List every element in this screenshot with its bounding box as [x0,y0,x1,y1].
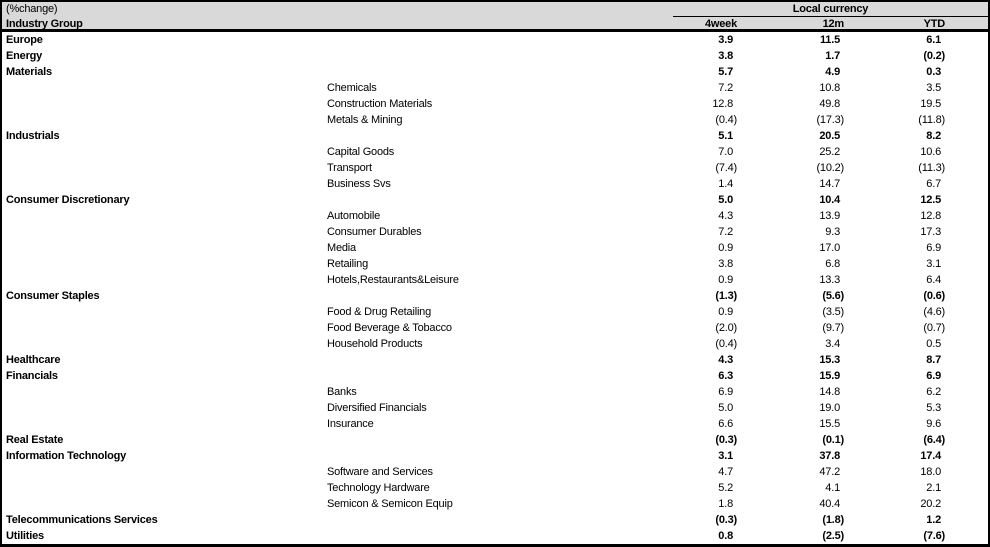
value-cell-4week: (0.3) [715,434,737,446]
value-cell-ytd: 1.2 [926,514,941,526]
value-cell-4week: 5.2 [718,482,733,494]
value-cell-ytd: 20.2 [920,498,941,510]
value-cell-4week: 6.3 [718,370,733,382]
industry-group-cell: Europe [6,34,43,46]
value-cell-12m: 4.1 [825,482,840,494]
value-cell-ytd: 18.0 [920,466,941,478]
table-row [2,480,988,496]
table-row [2,144,988,160]
value-cell-ytd: (4.6) [923,306,945,318]
value-cell-4week: 4.3 [718,354,733,366]
value-cell-12m: 10.4 [819,194,840,206]
value-cell-12m: 4.9 [825,66,840,78]
sub-industry-cell: Food Beverage & Tobacco [327,322,452,334]
sub-industry-cell: Household Products [327,338,423,350]
value-cell-12m: (3.5) [822,306,844,318]
table-row [2,352,988,368]
value-cell-4week: 1.4 [718,178,733,190]
value-cell-ytd: (11.3) [918,162,945,174]
industry-group-cell: Utilities [6,530,44,542]
value-cell-4week: 5.0 [718,194,733,206]
value-cell-ytd: (0.2) [923,50,945,62]
sub-industry-cell: Chemicals [327,82,377,94]
value-cell-ytd: 6.4 [926,274,941,286]
table-row [2,336,988,352]
industry-group-cell: Consumer Staples [6,290,100,302]
value-cell-12m: (10.2) [816,162,844,174]
value-cell-12m: 9.3 [825,226,840,238]
value-cell-12m: 15.3 [819,354,840,366]
sub-industry-cell: Media [327,242,356,254]
value-cell-12m: 11.5 [819,34,840,46]
value-cell-ytd: (6.4) [923,434,945,446]
value-cell-12m: 10.8 [819,82,840,94]
table-row [2,288,988,304]
sub-industry-cell: Food & Drug Retailing [327,306,432,318]
table-row [2,96,988,112]
industry-group-header: Industry Group [6,18,83,30]
value-cell-4week: (2.0) [715,322,737,334]
sub-industry-cell: Diversified Financials [327,402,427,414]
value-cell-ytd: 3.5 [926,82,941,94]
value-cell-4week: 4.7 [718,466,733,478]
value-cell-4week: 0.9 [718,274,733,286]
value-cell-12m: 15.9 [819,370,840,382]
value-cell-4week: 6.6 [718,418,733,430]
value-cell-ytd: 17.4 [920,450,941,462]
value-cell-4week: 3.1 [718,450,733,462]
value-cell-12m: 15.5 [819,418,840,430]
value-cell-ytd: 17.3 [920,226,941,238]
table-row [2,384,988,400]
column-header-4week: 4week [704,18,737,30]
industry-group-cell: Consumer Discretionary [6,194,130,206]
sub-industry-cell: Hotels,Restaurants&Leisure [327,274,459,286]
value-cell-12m: 13.9 [819,210,840,222]
value-cell-12m: 20.5 [819,130,840,142]
table-row [2,208,988,224]
value-cell-ytd: 8.2 [926,130,941,142]
value-cell-4week: 5.7 [718,66,733,78]
industry-group-cell: Energy [6,50,43,62]
value-cell-ytd: 6.1 [926,34,941,46]
value-cell-4week: (1.3) [715,290,737,302]
value-cell-4week: 3.8 [718,258,733,270]
table-row [2,192,988,208]
table-row [2,64,988,80]
table-row [2,448,988,464]
value-cell-4week: (7.4) [715,162,737,174]
table-row [2,176,988,192]
value-cell-ytd: 3.1 [926,258,941,270]
sub-industry-cell: Consumer Durables [327,226,422,238]
table-row [2,496,988,512]
value-cell-ytd: 6.9 [926,370,941,382]
sub-industry-cell: Banks [327,386,357,398]
table-row [2,128,988,144]
table-row [2,464,988,480]
sub-industry-cell: Transport [327,162,372,174]
value-cell-4week: 7.2 [718,226,733,238]
percent-change-label: (%change) [6,3,58,15]
value-cell-12m: (5.6) [822,290,844,302]
table-body [2,32,988,544]
value-cell-12m: 1.7 [825,50,840,62]
value-cell-4week: 4.3 [718,210,733,222]
sub-industry-cell: Insurance [327,418,374,430]
sub-industry-cell: Retailing [327,258,369,270]
industry-group-cell: Information Technology [6,450,127,462]
value-cell-4week: 6.9 [718,386,733,398]
value-cell-12m: (17.3) [816,114,844,126]
sub-industry-cell: Technology Hardware [327,482,430,494]
value-cell-ytd: 12.5 [920,194,941,206]
table-row [2,432,988,448]
table-row [2,112,988,128]
sub-industry-cell: Business Svs [327,178,391,190]
value-cell-ytd: (11.8) [918,114,945,126]
value-cell-12m: 17.0 [819,242,840,254]
table-row [2,240,988,256]
value-cell-12m: (1.8) [822,514,844,526]
value-cell-4week: 3.8 [718,50,733,62]
value-cell-12m: 49.8 [819,98,840,110]
value-cell-ytd: (0.6) [923,290,945,302]
table-row [2,256,988,272]
value-cell-4week: (0.3) [715,514,737,526]
industry-group-cell: Telecommunications Services [6,514,158,526]
value-cell-12m: 14.7 [819,178,840,190]
value-cell-4week: 1.8 [718,498,733,510]
value-cell-ytd: 0.5 [926,338,941,350]
value-cell-12m: 40.4 [819,498,840,510]
local-currency-header: Local currency [673,2,988,17]
industry-group-cell: Materials [6,66,52,78]
value-cell-ytd: 6.7 [926,178,941,190]
sub-industry-cell: Capital Goods [327,146,395,158]
industry-group-cell: Financials [6,370,58,382]
table-row [2,320,988,336]
value-cell-ytd: 8.7 [926,354,941,366]
table-header [2,2,988,32]
table-row [2,32,988,48]
table-row [2,416,988,432]
value-cell-4week: 7.0 [718,146,733,158]
value-cell-12m: (9.7) [822,322,844,334]
value-cell-4week: 5.0 [718,402,733,414]
value-cell-ytd: 5.3 [926,402,941,414]
value-cell-12m: 47.2 [819,466,840,478]
value-cell-4week: 0.8 [718,530,733,542]
value-cell-4week: (0.4) [715,114,737,126]
value-cell-ytd: 19.5 [920,98,941,110]
sub-industry-cell: Construction Materials [327,98,433,110]
table-row [2,512,988,528]
value-cell-12m: 3.4 [825,338,840,350]
value-cell-4week: 0.9 [718,306,733,318]
value-cell-12m: 6.8 [825,258,840,270]
value-cell-4week: 0.9 [718,242,733,254]
table-row [2,272,988,288]
value-cell-ytd: 0.3 [926,66,941,78]
table-row [2,304,988,320]
column-header-row [2,17,988,32]
value-cell-ytd: 2.1 [926,482,941,494]
value-cell-12m: 14.8 [819,386,840,398]
industry-group-cell: Real Estate [6,434,64,446]
column-header-12m: 12m [822,18,844,30]
sub-industry-cell: Automobile [327,210,381,222]
value-cell-12m: 25.2 [819,146,840,158]
value-cell-ytd: 9.6 [926,418,941,430]
table-row [2,48,988,64]
value-cell-4week: 5.1 [718,130,733,142]
value-cell-ytd: 6.2 [926,386,941,398]
table-row [2,160,988,176]
sub-industry-cell: Software and Services [327,466,433,478]
sub-industry-cell: Semicon & Semicon Equip [327,498,453,510]
value-cell-ytd: (7.6) [923,530,945,542]
industry-group-cell: Healthcare [6,354,61,366]
value-cell-ytd: (0.7) [923,322,945,334]
table-row [2,528,988,544]
value-cell-ytd: 12.8 [920,210,941,222]
table-row [2,368,988,384]
value-cell-12m: 19.0 [819,402,840,414]
value-cell-12m: 37.8 [819,450,840,462]
value-cell-ytd: 6.9 [926,242,941,254]
table-row [2,400,988,416]
value-cell-4week: (0.4) [715,338,737,350]
column-header-ytd: YTD [923,18,945,30]
industry-group-cell: Industrials [6,130,60,142]
value-cell-4week: 7.2 [718,82,733,94]
value-cell-ytd: 10.6 [920,146,941,158]
value-cell-4week: 12.8 [712,98,733,110]
value-cell-12m: (0.1) [822,434,844,446]
value-cell-12m: (2.5) [822,530,844,542]
value-cell-12m: 13.3 [819,274,840,286]
sub-industry-cell: Metals & Mining [327,114,403,126]
table-row [2,224,988,240]
value-cell-4week: 3.9 [718,34,733,46]
table-row [2,80,988,96]
